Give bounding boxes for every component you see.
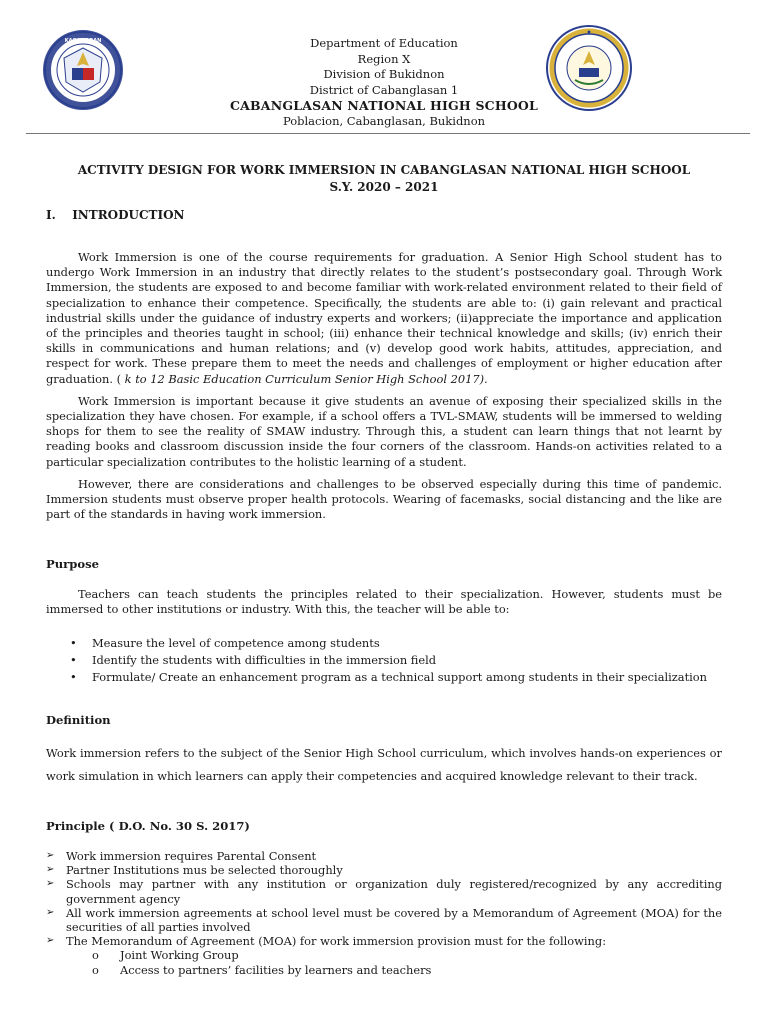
definition-body [46,742,722,788]
list-item [46,636,722,651]
principle-list [46,849,722,977]
paragraph-text: Work Immersion is one of the course requirements for graduation. A Senior High School student has to undergo Work Immersion in an industry that directly relates to the student’s postsecondary goal. Through Work Immersion, the students are exposed to and become familiar with work-related environment related to their field of specialization to enhance their competence. Specifically, the students are able to: (i) gain relevant and practical industrial skills under the guidance of industry experts and workers; (ii)appreciate the importance and application of the principles and theories taught in school; (iii) enhance their technical knowledge and skills; (iv) enrich their skills in communications and human relations; and (v) develop good work habits, attitudes, appreciation, and respect for work. These prepare them to meet the needs and challenges of employment or higher education after graduation. ( [46,250,722,386]
intro-paragraph-2: Work Immersion is important because it give students an avenue of exposing their specialized skills in the specialization they have chosen. For example, if a school offers a TVL-SMAW, students will be immersed to welding shops for them to see the reality of SMAW industry. Through this, a student can learn things that not learnt by reading books and classroom discussion inside the four corners of the classroom. Hands-on activities related to a particular specialization contributes to the holistic learning of a student. [46,393,722,469]
letterhead [0,0,768,134]
list-item [46,877,722,905]
list-item-text: Work immersion requires Parental Consent [66,849,317,863]
circle-bullet-icon: o [92,962,99,977]
list-item-text: Partner Institutions mus be selected thoroughly [66,863,343,878]
circle-bullet-icon: o [92,948,99,963]
school-name: CABANGLASAN NATIONAL HIGH SCHOOL [230,98,538,114]
school-address: Poblacion, Cabanglasan, Bukidnon [282,113,486,128]
section-heading-introduction [46,208,185,222]
arrow-bullet-icon: ➢ [46,935,55,947]
bullet-icon: • [70,670,77,685]
arrow-bullet-icon: ➢ [46,864,55,876]
svg-text:KAGAWARAN: KAGAWARAN [64,38,102,44]
intro-paragraph-3: However, there are considerations and challenges to be observed especially during this time of pandemic. Immersion students must observe proper health protocols. Wearing of facemasks, social distancing and the like are part of the standards in having work immersion. [46,476,722,522]
purpose-body [46,587,722,617]
list-item [46,653,722,668]
header-line: Department of Education [310,36,458,50]
list-item-text: Schools may partner with any institution or organization duly registered/recognized by any accrediting government agency [66,877,722,906]
document-title [0,162,768,196]
list-item-text: Identify the students with difficulties in the immersion field [92,653,437,668]
list-item [46,934,722,948]
list-item-text: Measure the level of competence among students [92,636,380,650]
section-number: I. [46,208,56,222]
sub-list-item [46,948,722,962]
list-item-text: Joint Working Group [120,948,239,963]
header-line: District of Cabanglasan 1 [309,82,459,97]
arrow-bullet-icon: ➢ [46,906,55,918]
arrow-bullet-icon: ➢ [46,850,55,861]
introduction-body [46,250,722,522]
citation: k to 12 Basic Education Curriculum Senior High School 2017). [121,371,488,386]
definition-heading: Definition [46,713,111,727]
definition-paragraph: Work immersion refers to the subject of the Senior High School curriculum, which involves hands-on experiences or work simulation in which learners can apply their competencies and acquired knowledge relevant to their track. [46,746,722,783]
list-item [46,849,722,863]
arrow-bullet-icon: ➢ [46,878,55,890]
list-item [46,863,722,877]
list-item [46,670,722,685]
letterhead-text [0,36,768,130]
bullet-icon: • [70,653,77,668]
purpose-paragraph: Teachers can teach students the principles related to their specialization. However, students must be immersed to other institutions or industry. With this, the teacher will be able to: [46,587,722,617]
school-year: S.Y. 2020 – 2021 [329,180,439,194]
list-item [46,906,722,934]
list-item-text: Formulate/ Create an enhancement program as a technical support among students in their specialization [92,670,707,685]
purpose-heading: Purpose [46,557,99,571]
purpose-list [46,636,722,686]
section-title: INTRODUCTION [72,208,185,222]
title-line: ACTIVITY DESIGN FOR WORK IMMERSION IN CABANGLASAN NATIONAL HIGH SCHOOL [77,163,691,177]
list-item-text: All work immersion agreements at school level must be covered by a Memorandum of Agreement (MOA) for the securities of all parties involved [66,905,722,935]
sub-list-item [46,963,722,977]
header-divider [26,133,750,134]
list-item-text: Access to partners’ facilities by learners and teachers [120,962,432,977]
header-line: Division of Bukidnon [323,67,445,82]
intro-paragraph-1 [46,250,722,387]
principle-heading: Principle ( D.O. No. 30 S. 2017) [46,819,250,833]
bullet-icon: • [70,636,77,650]
header-line: Region X [357,51,411,66]
list-item-text: The Memorandum of Agreement (MOA) for work immersion provision must for the following: [66,934,607,949]
